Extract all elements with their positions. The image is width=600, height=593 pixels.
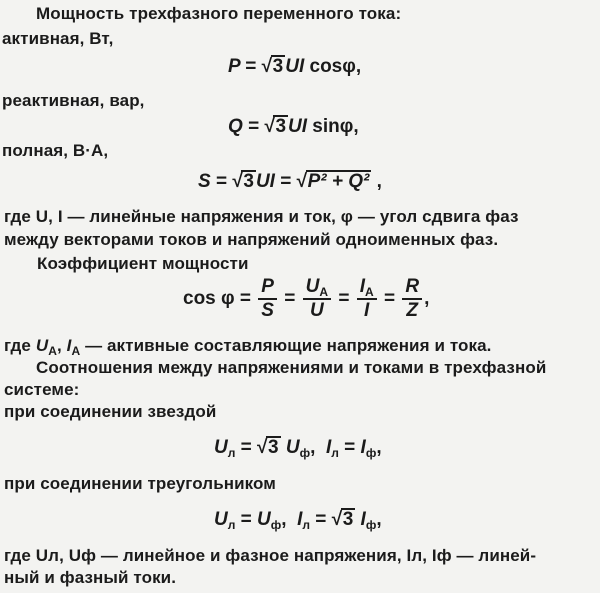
apparent-power-formula (198, 170, 382, 194)
relations-text: Соотношения между напряжениями и токами в трехфазной (36, 358, 547, 377)
power-factor-label: Коэффициент мощности (37, 254, 249, 273)
equals-sign: = (338, 288, 350, 310)
where-text: между векторами токов и напряжений одноименных фаз. (4, 230, 499, 249)
square-root: √ 3 (257, 437, 279, 458)
fraction-ua-over-u: $\frac{U_А}{U}$ (303, 276, 331, 322)
where-text: ный и фазный токи. (4, 568, 177, 587)
apparent-power-label: полная, В·А, (2, 141, 109, 160)
cos-phi-lhs: cos φ = (183, 288, 251, 310)
fraction-r-over-z: $\frac{R}{Z}$ (402, 276, 422, 322)
trailing-comma: , (424, 288, 430, 310)
voltage-current-product: UI (288, 116, 308, 137)
square-root: √ 3 (232, 171, 254, 192)
active-power-formula (228, 55, 361, 79)
power-factor-formula (183, 276, 429, 322)
where-text: где $U_А$, $I_А$ — активные составляющие напряжения и тока. (4, 336, 492, 358)
sqrt-argument: 3 (272, 56, 284, 77)
relations-text: системе: (4, 380, 80, 399)
where-text: где Uл, Uф — линейное и фазное напряжения, Iл, Iф — линей- (4, 546, 537, 565)
sqrt-argument: 3 (275, 116, 287, 137)
cosine-term: cosφ, (304, 56, 362, 77)
where-text: где U, I — линейные напряжения и ток, φ — угол сдвига фаз (4, 207, 519, 226)
equals-sign: = (280, 171, 292, 192)
fraction-ia-over-i: $\frac{I_А}{I}$ (357, 276, 377, 322)
trailing-comma: , (371, 171, 382, 192)
sqrt-argument: 3 (268, 437, 279, 458)
reactive-power-label: реактивная, вар, (2, 91, 145, 110)
delta-connection-label: при соединении треугольником (4, 474, 276, 493)
square-root: √ 3 (331, 509, 354, 530)
delta-connection-formula: $U_л = U_ф$, $I_л$ = √ 3 $I_ф$, (214, 509, 382, 532)
square-root: √ 3 (264, 116, 287, 137)
voltage-current-product: UI (255, 171, 275, 192)
equals-sign: = (284, 288, 296, 310)
active-power-symbol: P (228, 56, 240, 77)
voltage-current-product: UI (285, 56, 305, 77)
sine-term: sinφ, (307, 116, 359, 137)
equals-sign: = (245, 56, 257, 77)
fraction-p-over-s: $\frac{P}{S}$ (258, 276, 277, 322)
sqrt-argument: P² + Q² (307, 171, 370, 192)
star-connection-formula: $U_л$ = √ 3 $U_ф$, $I_л = I_ф$, (214, 437, 382, 460)
equals-sign: = (248, 116, 260, 137)
section-heading: Мощность трехфазного переменного тока: (36, 4, 402, 23)
star-connection-label: при соединении звездой (4, 402, 217, 421)
square-root: √ P² + Q² (296, 171, 370, 192)
reactive-power-symbol: Q (228, 116, 243, 137)
sqrt-argument: 3 (342, 509, 354, 530)
equals-sign: = (215, 171, 228, 192)
sqrt-argument: 3 (243, 171, 254, 192)
apparent-power-symbol: S (198, 171, 211, 192)
equals-sign: = (383, 288, 396, 310)
active-power-label: активная, Вт, (2, 29, 114, 48)
square-root: √ 3 (261, 56, 284, 77)
reactive-power-formula (228, 115, 359, 139)
